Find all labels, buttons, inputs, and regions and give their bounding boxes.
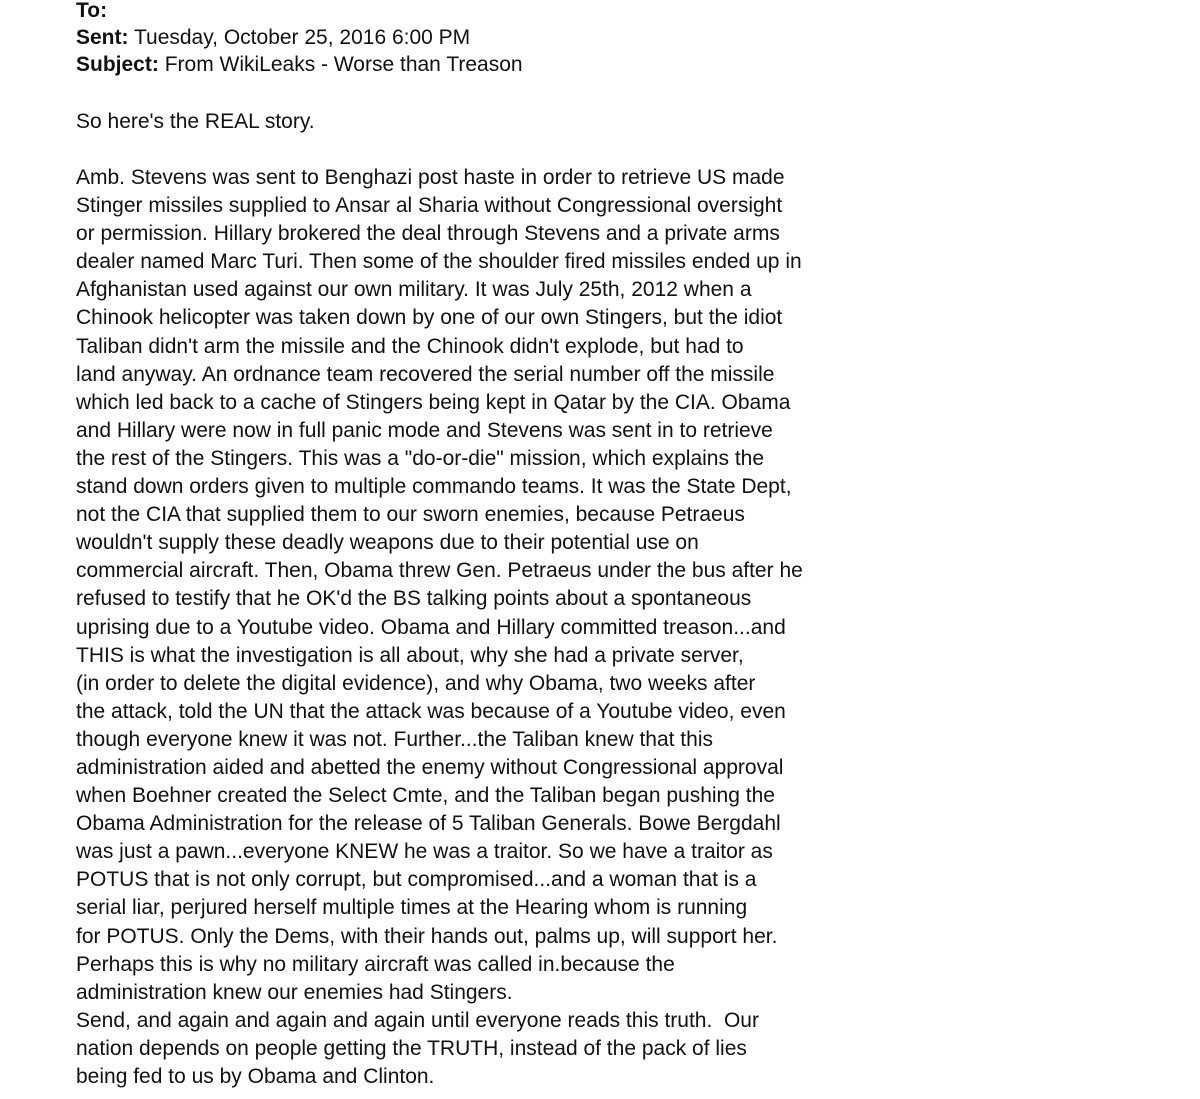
body-line: administration aided and abetted the enemy without Congressional approval bbox=[76, 755, 784, 779]
body-line: Afghanistan used against our own military. It was July 25th, 2012 when a bbox=[76, 278, 752, 302]
body-line: was just a pawn...everyone KNEW he was a traitor. So we have a traitor as bbox=[76, 840, 773, 864]
body-line: stand down orders given to multiple commando teams. It was the State Dept, bbox=[76, 475, 792, 499]
body-line: refused to testify that he OK'd the BS talking points about a spontaneous bbox=[76, 587, 752, 611]
body-line: serial liar, perjured herself multiple times at the Hearing whom is running bbox=[76, 896, 748, 920]
body-line: wouldn't supply these deadly weapons due to their potential use on bbox=[76, 531, 699, 555]
body-line: administration knew our enemies had Stingers. bbox=[76, 980, 513, 1004]
body-line: uprising due to a Youtube video. Obama and Hillary committed treason...and bbox=[76, 615, 786, 639]
body-line: not the CIA that supplied them to our sworn enemies, because Petraeus bbox=[76, 503, 745, 527]
body-line: being fed to us by Obama and Clinton. bbox=[76, 1065, 435, 1088]
body-line: (in order to delete the digital evidence), and why Obama, two weeks after bbox=[76, 671, 756, 695]
intro-line: So here's the REAL story. bbox=[76, 110, 315, 133]
body-line: land anyway. An ordnance team recovered the serial number off the missile bbox=[76, 362, 775, 386]
message-body bbox=[76, 164, 856, 1091]
body-line: for POTUS. Only the Dems, with their hands out, palms up, will support her. bbox=[76, 924, 778, 948]
subject-line bbox=[76, 51, 856, 78]
body-line: dealer named Marc Turi. Then some of the shoulder fired missiles ended up in bbox=[76, 250, 802, 274]
body-line: Send, and again and again and again until everyone reads this truth. Our bbox=[76, 1008, 759, 1032]
body-line: which led back to a cache of Stingers being kept in Qatar by the CIA. Obama bbox=[76, 390, 791, 414]
to-line bbox=[76, 0, 856, 24]
email-message bbox=[76, 0, 856, 1091]
subject-value: From WikiLeaks - Worse than Treason bbox=[164, 53, 523, 76]
body-line: though everyone knew it was not. Further...the Taliban knew that this bbox=[76, 727, 713, 751]
sent-value: Tuesday, October 25, 2016 6:00 PM bbox=[133, 26, 471, 49]
subject-label: Subject: bbox=[76, 53, 159, 76]
body-line: Taliban didn't arm the missile and the Chinook didn't explode, but had to bbox=[76, 334, 744, 358]
body-line: Amb. Stevens was sent to Benghazi post haste in order to retrieve US made bbox=[76, 166, 785, 189]
body-line: the rest of the Stingers. This was a "do-or-die" mission, which explains the bbox=[76, 446, 765, 470]
body-line: THIS is what the investigation is all about, why she had a private server, bbox=[76, 643, 744, 667]
body-line: Chinook helicopter was taken down by one of our own Stingers, but the idiot bbox=[76, 306, 783, 330]
body-line: the attack, told the UN that the attack was because of a Youtube video, even bbox=[76, 699, 786, 723]
body-line: Stinger missiles supplied to Ansar al Sharia without Congressional oversight bbox=[76, 194, 783, 218]
sent-line bbox=[76, 24, 856, 51]
body-line: nation depends on people getting the TRUTH, instead of the pack of lies bbox=[76, 1036, 747, 1060]
body-line: and Hillary were now in full panic mode and Stevens was sent in to retrieve bbox=[76, 418, 773, 442]
body-line: Obama Administration for the release of 5 Taliban Generals. Bowe Bergdahl bbox=[76, 812, 781, 836]
body-line: or permission. Hillary brokered the deal through Stevens and a private arms bbox=[76, 222, 780, 246]
to-label: To: bbox=[76, 0, 108, 22]
sent-label: Sent: bbox=[76, 26, 129, 49]
body-line: when Boehner created the Select Cmte, and the Taliban began pushing the bbox=[76, 784, 775, 808]
body-line: POTUS that is not only corrupt, but compromised...and a woman that is a bbox=[76, 868, 757, 892]
body-line: Perhaps this is why no military aircraft was called in.because the bbox=[76, 952, 675, 976]
body-line: commercial aircraft. Then, Obama threw Gen. Petraeus under the bus after he bbox=[76, 559, 803, 583]
